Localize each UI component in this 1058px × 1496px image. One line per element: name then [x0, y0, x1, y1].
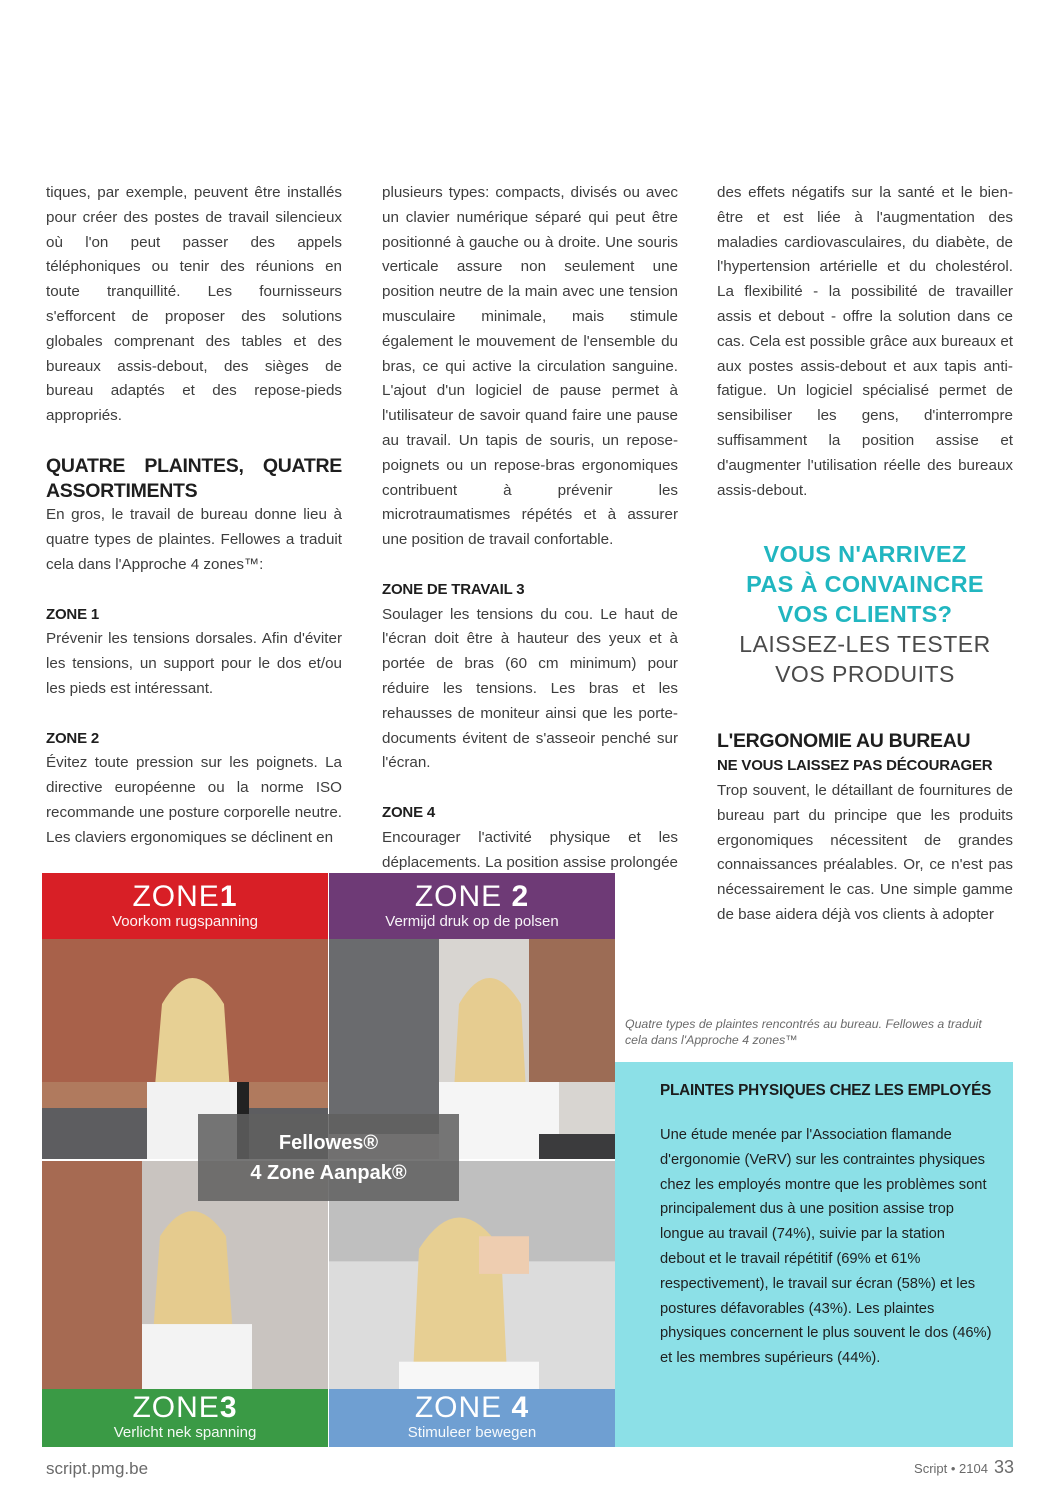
paragraph: Prévenir les tensions dorsales. Afin d'éviter les tensions, un support pour le dos et/ou les pieds est intéressant.: [46, 630, 342, 697]
paragraph: Trop souvent, le détaillant de fournitures de bureau part du principe que les produits ergonomiques nécessitent de grandes connaissances préalables. Or, ce n'est pas nécessairement le cas. Une simple gamme de base aidera déjà vos clients à adopter: [717, 781, 1013, 923]
zone-2-subtitle: Vermijd druk op de polsen: [385, 913, 559, 930]
pull-quote-subline: VOS PRODUITS: [775, 661, 955, 688]
pull-quote-subline: LAISSEZ-LES TESTER: [739, 631, 991, 658]
article-column-2: [382, 181, 678, 900]
page-number: 33: [993, 1457, 1014, 1477]
zone-4-band: [329, 1389, 615, 1447]
brand-line: 4 Zone Aanpak®: [250, 1162, 407, 1184]
paragraph: des effets négatifs sur la santé et le bien-être et est liée à l'augmentation des maladies cardiovasculaires, du diabète, de l'hypertension artérielle et du cholestérol. La flexibilité - la possibilité de travailler assis et debout - offre la solution dans ce cas. Cela est possible grâce aux bureaux et aux postes assis-debout et aux tapis anti-fatigue. Un logiciel spécialisé permet de sensibiliser les gens, d'interrompre suffisamment la position assise et d'augmenter l'utilisation réelle des bureaux assis-debout.: [717, 184, 1013, 499]
pull-quote-line: VOS CLIENTS?: [777, 601, 953, 628]
zone-3-band: [42, 1389, 328, 1447]
zone-1-title: ZONE1: [132, 880, 238, 913]
four-zone-image: [42, 873, 615, 1447]
sidebar-title: PLAINTES PHYSIQUES CHEZ LES EMPLOYÉS: [660, 1082, 992, 1099]
brand-overlay: [198, 1114, 459, 1201]
zone-4-title: ZONE 4: [414, 1391, 530, 1424]
zone-3-panel: [42, 1161, 328, 1447]
pull-quote-line: VOUS N'ARRIVEZ: [763, 541, 967, 568]
paragraph: Évitez toute pression sur les poignets. La directive européenne ou la norme ISO recommande une posture corporelle neutre. Les claviers ergonomiques se déclinent en: [46, 754, 342, 846]
zone-2-band: [329, 873, 615, 939]
sidebar-box: [615, 1062, 1013, 1447]
zone-3-subtitle: Verlicht nek spanning: [113, 1424, 257, 1441]
brand-line: Fellowes®: [278, 1132, 379, 1154]
footer-issue: [914, 1457, 1014, 1478]
pull-quote-line: PAS À CONVAINCRE: [746, 571, 984, 598]
pull-quote: [717, 539, 1013, 689]
article-column-3: [717, 181, 1013, 928]
zone-heading: ZONE 1: [46, 605, 99, 623]
zone-1-subtitle: Voorkom rugspanning: [112, 913, 258, 930]
zone-heading: ZONE DE TRAVAIL 3: [382, 580, 525, 598]
paragraph: tiques, par exemple, peuvent être installés pour créer des postes de travail silencieux où l'on peut passer des appels téléphoniques ou tenir des réunions en toute tranquillité. Les fournisseurs s'efforcent de proposer des solutions globales comprenant des tables et des bureaux assis-debout, des sièges de bureau adaptés et des repose-pieds appropriés.: [46, 184, 342, 425]
sidebar-text: Une étude menée par l'Association flamande d'ergonomie (VeRV) sur les contraintes physiques chez les employés montre que les problèmes sont principalement dus à une position assise trop longue au travail (74%), suivie par la station debout et le travail répétitif (69% et 61% respectivement), le travail sur écran (58%) et les postures défavorables (43%). Les plaintes physiques concernent le plus souvent le dos (46%) et les membres supérieurs (44%).: [660, 1127, 992, 1367]
zone-4-panel: [329, 1161, 615, 1447]
zone-1-band: [42, 873, 328, 939]
image-caption: Quatre types de plaintes rencontrés au bureau. Fellowes a traduit cela dans l'Approche 4 zones™: [625, 1017, 982, 1047]
article-column-1: [46, 181, 342, 851]
zone-2-title: ZONE 2: [414, 880, 530, 913]
zone-heading: ZONE 2: [46, 729, 99, 747]
paragraph: Encourager l'activité physique et les déplacements. La position assise prolongée: [382, 828, 678, 871]
footer-website: script.pmg.be: [46, 1459, 149, 1478]
zone-4-subtitle: Stimuleer bewegen: [407, 1424, 537, 1441]
section-subheading: NE VOUS LAISSEZ PAS DÉCOURAGER: [717, 757, 993, 775]
paragraph: Soulager les tensions du cou. Le haut de l'écran doit être à hauteur des yeux et à portée de bras (60 cm minimum) pour réduire les tensions. Les bras et les rehausses de moniteur ainsi que les porte-documents évitent de s'asseoir penché sur l'écran.: [382, 605, 678, 772]
paragraph: plusieurs types: compacts, divisés ou avec un clavier numérique séparé qui peut être positionné à gauche ou à droite. Une souris verticale assure non seulement une position neutre de la main avec une tension musculaire minimale, mais stimule également le mouvement de l'ensemble du bras, ce qui active la circulation sanguine. L'ajout d'un logiciel de pause permet à l'utilisateur de savoir quand faire une pause au travail. Un tapis de souris, un repose-poignets ou un repose-bras ergonomiques contribuent à prévenir les microtraumatismes répétés et à assurer une position de travail confortable.: [382, 184, 678, 549]
section-heading: L'ERGONOMIE AU BUREAU: [717, 730, 971, 753]
paragraph: En gros, le travail de bureau donne lieu à quatre types de plaintes. Fellowes a traduit cela dans l'Approche 4 zones™:: [46, 506, 342, 573]
issue-label: Script • 2104: [914, 1461, 988, 1476]
zone-heading: ZONE 4: [382, 803, 435, 821]
zone-3-title: ZONE3: [132, 1391, 238, 1424]
section-heading: QUATRE PLAINTES, QUATRE ASSORTIMENTS: [46, 454, 342, 502]
